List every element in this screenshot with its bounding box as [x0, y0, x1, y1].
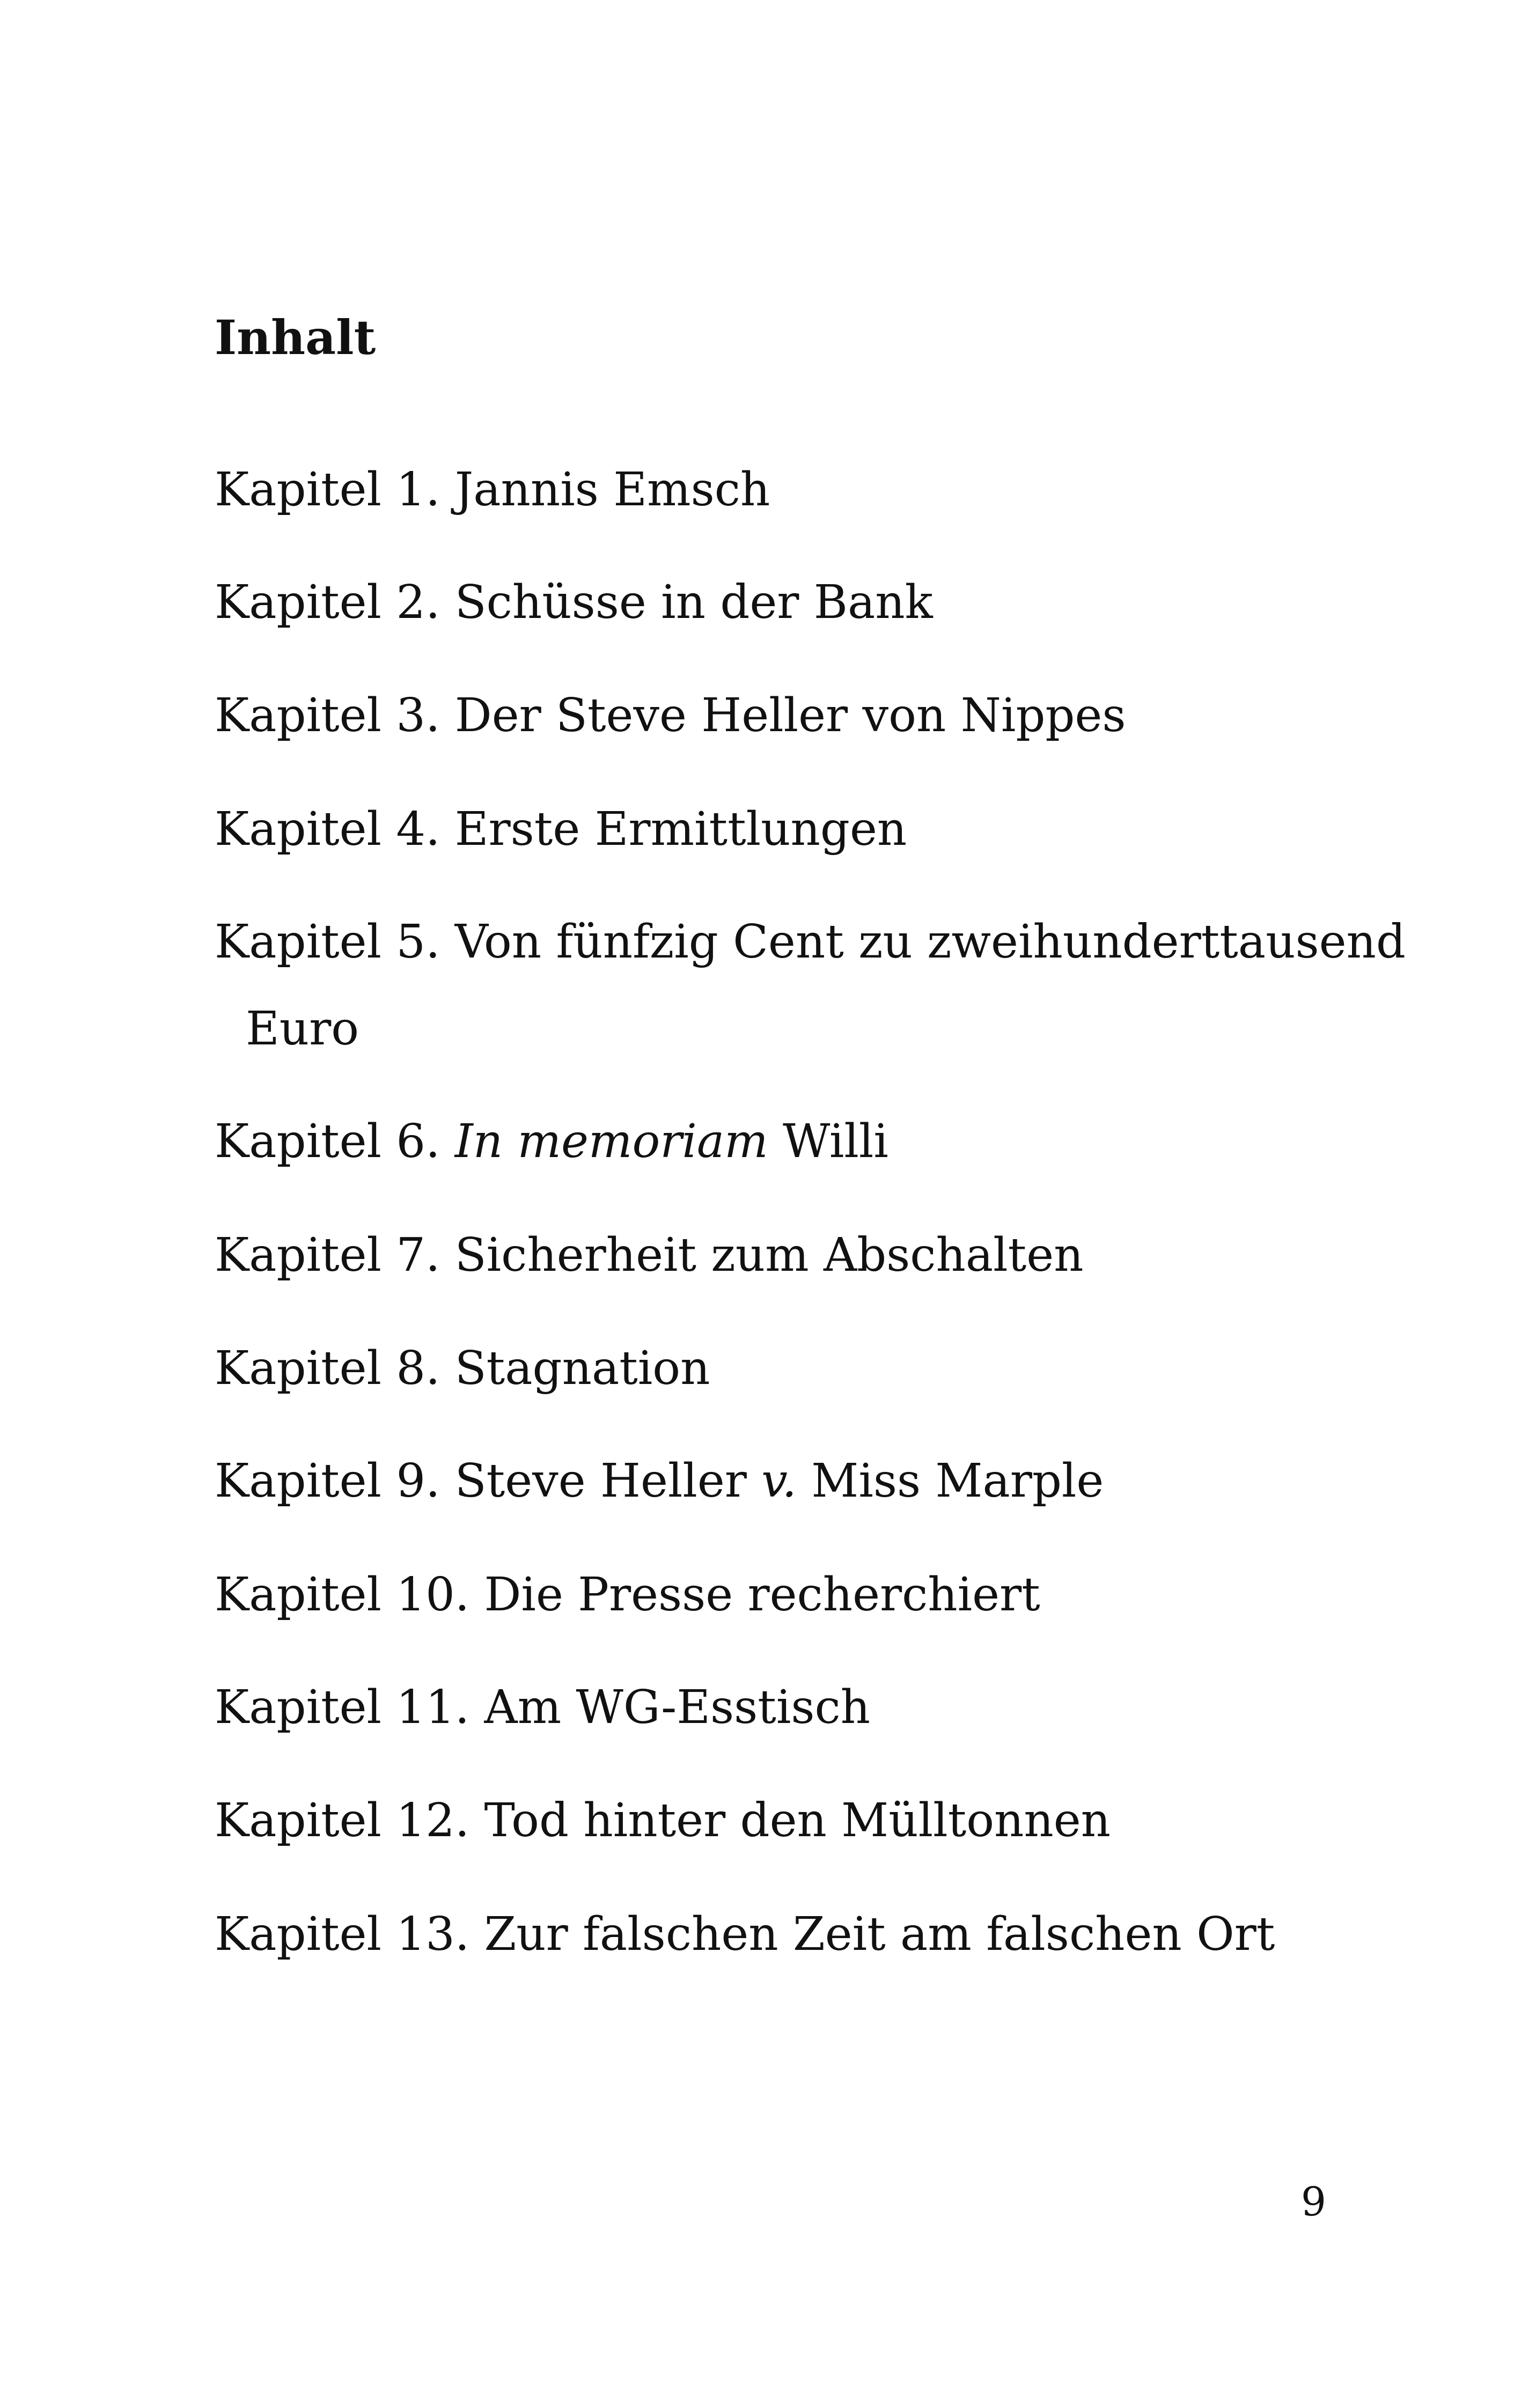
toc-entry	[215, 802, 907, 856]
toc-entry	[215, 1115, 888, 1168]
toc-heading: Inhalt	[215, 310, 376, 365]
toc-entry-number: Kapitel 12.	[215, 1794, 484, 1847]
toc-entry-number: Kapitel 11.	[215, 1681, 484, 1734]
toc-entry-title: Stagnation	[454, 1342, 710, 1395]
toc-entry	[215, 1454, 1104, 1508]
toc-entry-number: Kapitel 2.	[215, 576, 455, 629]
toc-entry	[215, 1681, 871, 1734]
toc-entry-title: Willi	[768, 1115, 888, 1168]
toc-entry-title: Sicherheit zum Abschalten	[454, 1228, 1084, 1282]
toc-entry-title: Jannis Emsch	[454, 463, 770, 517]
toc-entry	[215, 1228, 1084, 1282]
toc-entry-title: Schüsse in der Bank	[454, 576, 933, 629]
toc-entry-title: Miss Marple	[796, 1454, 1104, 1508]
toc-entry-title: Am WG-Esstisch	[484, 1681, 871, 1734]
page-number: 9	[1300, 2179, 1326, 2225]
toc-entry-number: Kapitel 4.	[215, 802, 455, 856]
toc-entry-number: Kapitel 1.	[215, 463, 455, 517]
toc-entry-number: Kapitel 9.	[215, 1454, 455, 1508]
toc-entry-continuation: Euro	[246, 1002, 359, 1056]
toc-entry-number: Kapitel 13.	[215, 1908, 484, 1961]
toc-entry-title: Steve Heller	[454, 1454, 762, 1508]
toc-entry-title-italic: In memoriam	[454, 1115, 768, 1168]
toc-entry-title: Zur falschen Zeit am falschen Ort	[484, 1908, 1275, 1961]
toc-entry	[215, 1794, 1111, 1847]
toc-entry-number: Kapitel 7.	[215, 1228, 455, 1282]
toc-entry	[215, 1568, 1040, 1622]
toc-entry	[215, 689, 1126, 742]
toc-entry-number: Kapitel 8.	[215, 1342, 455, 1395]
toc-entry-title: Von fünfzig Cent zu zweihunderttausend	[454, 915, 1406, 969]
toc-entry-title-italic: v.	[761, 1454, 797, 1508]
toc-entry-title: Tod hinter den Mülltonnen	[484, 1794, 1111, 1847]
toc-entry	[215, 1908, 1275, 1961]
toc-entry-title: Erste Ermittlungen	[454, 802, 907, 856]
toc-entry	[215, 576, 933, 629]
toc-entry-number: Kapitel 10.	[215, 1568, 484, 1622]
toc-entry	[215, 1342, 710, 1395]
toc-entry-number: Kapitel 6.	[215, 1115, 455, 1168]
toc-entry-title: Der Steve Heller von Nippes	[454, 689, 1126, 742]
toc-entry	[215, 915, 1406, 969]
toc-entry	[215, 463, 770, 517]
toc-entry-title: Die Presse recherchiert	[484, 1568, 1040, 1622]
toc-entry-number: Kapitel 3.	[215, 689, 455, 742]
toc-entry-number: Kapitel 5.	[215, 915, 455, 969]
